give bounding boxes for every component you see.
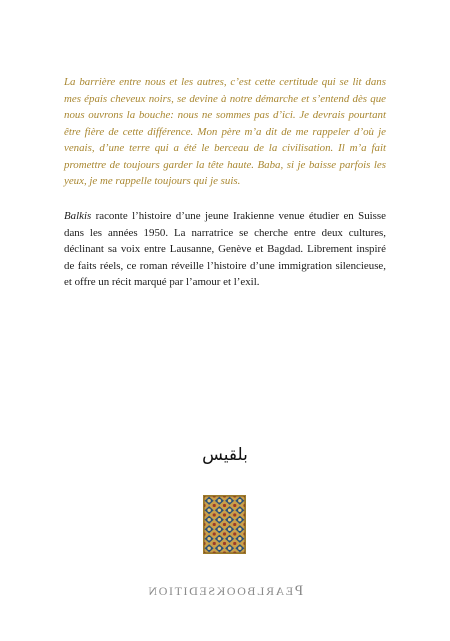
mosaic-pattern-icon <box>204 496 245 553</box>
blurb-book-title: Balkis <box>64 210 92 222</box>
back-cover-quote: La barrière entre nous et les autres, c’est cette certitude qui se lit dans mes épais cheveux noirs, se devine à notre démarche et s’entend dès que nous ouvrons la bouche: nous ne sommes pas d’ici. Je devrais pourtant être fière de cette différence. Mon père m’a dit de me rappeler d’où je venais, d’une terre qui a été le berceau de la civilisation. Il m’a fait promettre de toujours garder la tête haute. Baba, si je baisse parfois les yeux, je me rappelle toujours qui je suis. <box>64 76 386 187</box>
ornamental-tile-image <box>203 495 246 554</box>
publisher-name: EARLBOOKSEDITION <box>146 584 294 598</box>
publisher-logo <box>0 583 450 600</box>
back-cover-blurb <box>64 208 386 291</box>
arabic-title: بلقيس <box>202 445 248 465</box>
publisher-initial: P <box>293 583 304 599</box>
blurb-text: raconte l’histoire d’une jeune Irakienne venue étudier en Suisse dans les années 1950. La narratrice se cherche entre deux cultures, déclinant sa voix entre Lausanne, Genève et Bagdad. Librement inspiré de faits réels, ce roman réveille l’histoire d’une immigration silencieuse, et offre un récit marqué par l’amour et l’exil. <box>64 210 386 289</box>
